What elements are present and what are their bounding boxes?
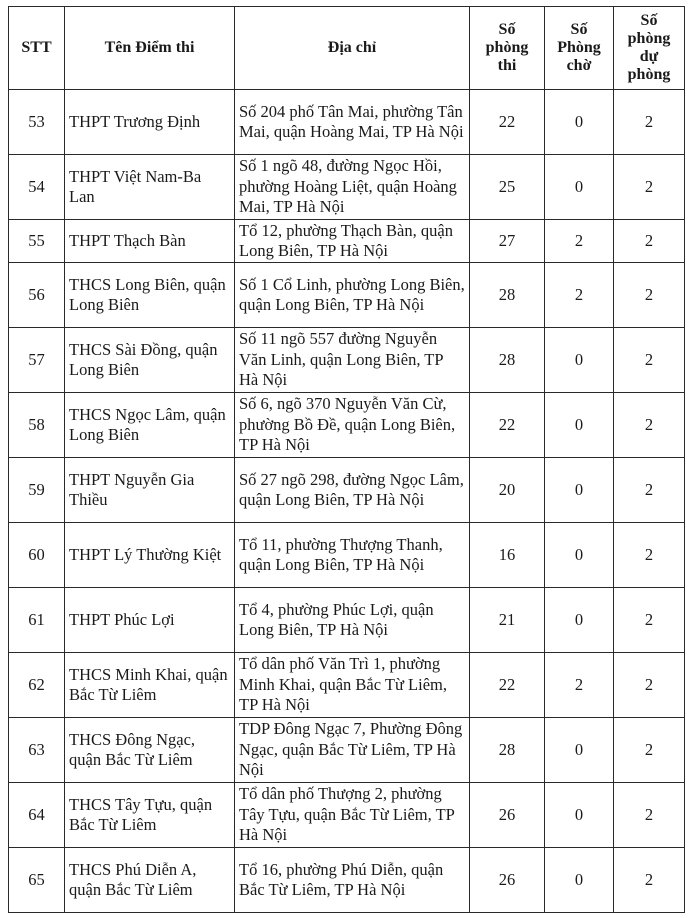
header-rooms-line2: phòng bbox=[485, 39, 529, 56]
cell-address: Tổ 4, phường Phúc Lợi, quận Long Biên, TP Hà Nội bbox=[235, 588, 470, 653]
cell-reserve: 2 bbox=[614, 718, 685, 783]
cell-reserve: 2 bbox=[614, 263, 685, 328]
cell-reserve: 2 bbox=[614, 90, 685, 155]
header-rooms bbox=[470, 7, 545, 90]
header-address: Địa chỉ bbox=[235, 7, 470, 90]
table-row bbox=[9, 588, 685, 653]
cell-rooms: 28 bbox=[470, 718, 545, 783]
cell-stt: 63 bbox=[9, 718, 65, 783]
cell-name: THPT Lý Thường Kiệt bbox=[65, 523, 235, 588]
cell-reserve: 2 bbox=[614, 393, 685, 458]
table-row bbox=[9, 328, 685, 393]
table-row bbox=[9, 90, 685, 155]
cell-stt: 58 bbox=[9, 393, 65, 458]
header-reserve-line3: dự bbox=[639, 48, 659, 65]
cell-name: THCS Tây Tựu, quận Bắc Từ Liêm bbox=[65, 783, 235, 848]
cell-address: Số 6, ngõ 370 Nguyễn Văn Cừ, phường Bồ Đề, quận Long Biên, TP Hà Nội bbox=[235, 393, 470, 458]
cell-address: Tổ dân phố Văn Trì 1, phường Minh Khai, quận Bắc Từ Liêm, TP Hà Nội bbox=[235, 653, 470, 718]
cell-waiting: 0 bbox=[545, 588, 614, 653]
header-waiting bbox=[545, 7, 614, 90]
cell-waiting: 0 bbox=[545, 393, 614, 458]
cell-address: Số 11 ngõ 557 đường Nguyễn Văn Linh, quận Long Biên, TP Hà Nội bbox=[235, 328, 470, 393]
cell-rooms: 28 bbox=[470, 263, 545, 328]
cell-name: THCS Sài Đồng, quận Long Biên bbox=[65, 328, 235, 393]
cell-reserve: 2 bbox=[614, 458, 685, 523]
cell-waiting: 0 bbox=[545, 523, 614, 588]
cell-name: THPT Thạch Bàn bbox=[65, 220, 235, 263]
cell-stt: 53 bbox=[9, 90, 65, 155]
table-row bbox=[9, 155, 685, 220]
cell-rooms: 20 bbox=[470, 458, 545, 523]
cell-name: THCS Đông Ngạc, quận Bắc Từ Liêm bbox=[65, 718, 235, 783]
header-rooms-line1: Số bbox=[498, 21, 516, 38]
header-reserve-line1: Số bbox=[640, 12, 658, 29]
cell-reserve: 2 bbox=[614, 783, 685, 848]
cell-address: TDP Đông Ngạc 7, Phường Đông Ngạc, quận Bắc Từ Liêm, TP Hà Nội bbox=[235, 718, 470, 783]
table-row bbox=[9, 393, 685, 458]
cell-name: THCS Phú Diễn A, quận Bắc Từ Liêm bbox=[65, 848, 235, 913]
table-row bbox=[9, 848, 685, 913]
cell-stt: 64 bbox=[9, 783, 65, 848]
cell-stt: 57 bbox=[9, 328, 65, 393]
table-row bbox=[9, 653, 685, 718]
cell-address: Tổ 11, phường Thượng Thanh, quận Long Biên, TP Hà Nội bbox=[235, 523, 470, 588]
cell-address: Số 1 Cổ Linh, phường Long Biên, quận Long Biên, TP Hà Nội bbox=[235, 263, 470, 328]
cell-reserve: 2 bbox=[614, 653, 685, 718]
cell-reserve: 2 bbox=[614, 328, 685, 393]
header-reserve-line2: phòng bbox=[627, 30, 671, 47]
cell-address: Tổ 16, phường Phú Diễn, quận Bắc Từ Liêm, TP Hà Nội bbox=[235, 848, 470, 913]
header-name: Tên Điểm thi bbox=[65, 7, 235, 90]
exam-location-table bbox=[8, 6, 685, 913]
cell-name: THCS Long Biên, quận Long Biên bbox=[65, 263, 235, 328]
cell-reserve: 2 bbox=[614, 848, 685, 913]
cell-waiting: 0 bbox=[545, 718, 614, 783]
cell-waiting: 0 bbox=[545, 328, 614, 393]
cell-reserve: 2 bbox=[614, 155, 685, 220]
table-row bbox=[9, 220, 685, 263]
table-row bbox=[9, 523, 685, 588]
cell-rooms: 25 bbox=[470, 155, 545, 220]
cell-name: THPT Phúc Lợi bbox=[65, 588, 235, 653]
cell-address: Số 1 ngõ 48, đường Ngọc Hồi, phường Hoàng Liệt, quận Hoàng Mai, TP Hà Nội bbox=[235, 155, 470, 220]
cell-stt: 54 bbox=[9, 155, 65, 220]
cell-waiting: 0 bbox=[545, 783, 614, 848]
header-reserve-line4: phòng bbox=[627, 66, 671, 83]
header-rooms-line3: thi bbox=[497, 57, 517, 74]
cell-address: Số 27 ngõ 298, đường Ngọc Lâm, quận Long Biên, TP Hà Nội bbox=[235, 458, 470, 523]
cell-waiting: 0 bbox=[545, 848, 614, 913]
header-waiting-line2: Phòng bbox=[557, 39, 601, 56]
header-reserve bbox=[614, 7, 685, 90]
cell-stt: 65 bbox=[9, 848, 65, 913]
cell-address: Tổ 12, phường Thạch Bàn, quận Long Biên, TP Hà Nội bbox=[235, 220, 470, 263]
cell-rooms: 28 bbox=[470, 328, 545, 393]
cell-rooms: 16 bbox=[470, 523, 545, 588]
cell-reserve: 2 bbox=[614, 220, 685, 263]
cell-name: THPT Nguyễn Gia Thiều bbox=[65, 458, 235, 523]
cell-stt: 62 bbox=[9, 653, 65, 718]
cell-stt: 61 bbox=[9, 588, 65, 653]
cell-waiting: 0 bbox=[545, 458, 614, 523]
header-waiting-line3: chờ bbox=[566, 57, 592, 74]
cell-rooms: 26 bbox=[470, 848, 545, 913]
cell-rooms: 22 bbox=[470, 653, 545, 718]
cell-waiting: 0 bbox=[545, 90, 614, 155]
cell-stt: 59 bbox=[9, 458, 65, 523]
cell-name: THPT Việt Nam-Ba Lan bbox=[65, 155, 235, 220]
table-row bbox=[9, 458, 685, 523]
cell-waiting: 2 bbox=[545, 220, 614, 263]
header-waiting-line1: Số bbox=[570, 21, 588, 38]
cell-stt: 55 bbox=[9, 220, 65, 263]
cell-address: Tổ dân phố Thượng 2, phường Tây Tựu, quận Bắc Từ Liêm, TP Hà Nội bbox=[235, 783, 470, 848]
table-row bbox=[9, 783, 685, 848]
cell-waiting: 2 bbox=[545, 263, 614, 328]
cell-reserve: 2 bbox=[614, 523, 685, 588]
table-row bbox=[9, 263, 685, 328]
cell-stt: 56 bbox=[9, 263, 65, 328]
cell-address: Số 204 phố Tân Mai, phường Tân Mai, quận Hoàng Mai, TP Hà Nội bbox=[235, 90, 470, 155]
cell-name: THCS Minh Khai, quận Bắc Từ Liêm bbox=[65, 653, 235, 718]
cell-rooms: 22 bbox=[470, 393, 545, 458]
cell-stt: 60 bbox=[9, 523, 65, 588]
cell-waiting: 0 bbox=[545, 155, 614, 220]
table-row bbox=[9, 718, 685, 783]
cell-rooms: 27 bbox=[470, 220, 545, 263]
cell-rooms: 21 bbox=[470, 588, 545, 653]
cell-waiting: 2 bbox=[545, 653, 614, 718]
cell-rooms: 26 bbox=[470, 783, 545, 848]
cell-rooms: 22 bbox=[470, 90, 545, 155]
header-stt: STT bbox=[9, 7, 65, 90]
cell-name: THCS Ngọc Lâm, quận Long Biên bbox=[65, 393, 235, 458]
header-row bbox=[9, 7, 685, 90]
cell-reserve: 2 bbox=[614, 588, 685, 653]
cell-name: THPT Trương Định bbox=[65, 90, 235, 155]
